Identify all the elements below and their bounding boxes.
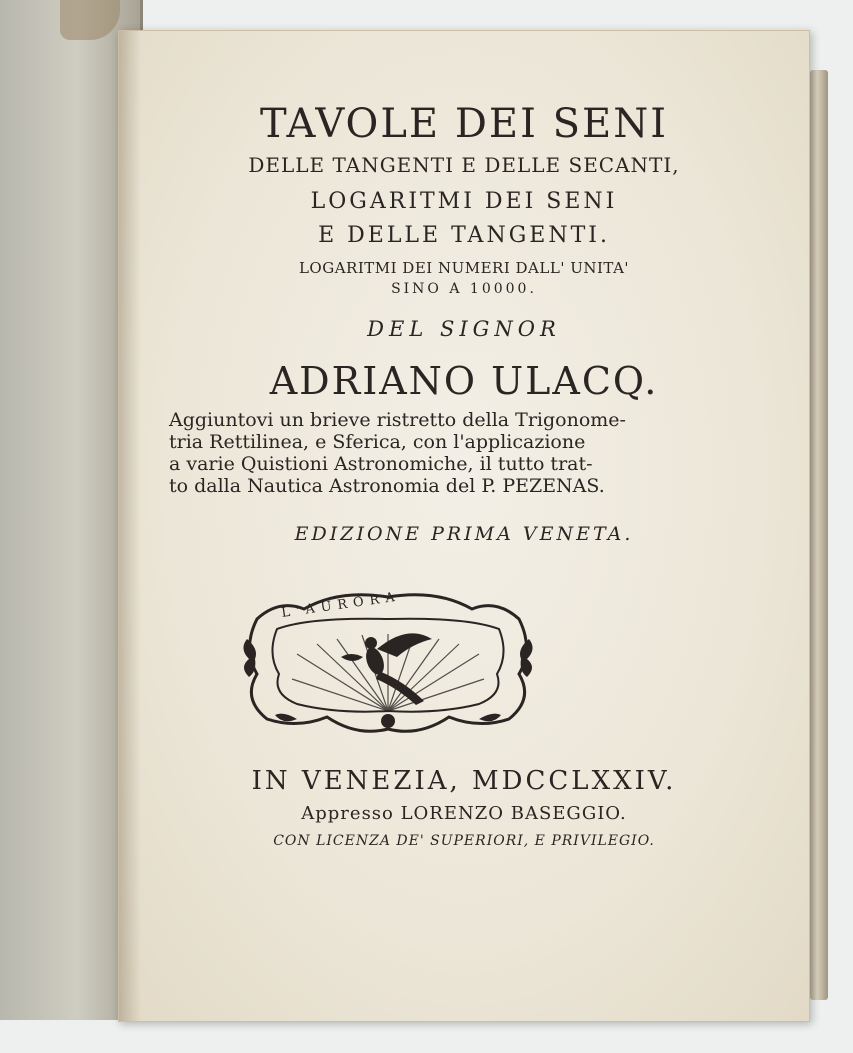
title-page [118,30,810,1022]
vignette-motto: L'AURORA [280,589,402,621]
subtitle-line-4: E DELLE TANGENTI. [318,223,610,248]
page-block-edge [810,70,828,1000]
author-prefix: DEL SIGNOR [367,317,561,341]
author-name: ADRIANO ULACQ. [269,359,659,403]
aurora-vignette-woodcut [237,579,539,739]
subtitle-line-5: LOGARITMI DEI NUMERI DALL' UNITA' [298,259,630,277]
description-paragraph [169,409,629,497]
description-line: to dalla Nautica Astronomia del P. PEZENAS. [169,475,605,497]
imprint-license: CON LICENZA DE' SUPERIORI, E PRIVILEGIO. [273,833,655,849]
description-line: Aggiuntovi un brieve ristretto della Trigonome- [169,409,626,431]
subtitle-line-6: SINO A 10000. [391,281,537,297]
description-line: tria Rettilinea, e Sferica, con l'applicazione [169,431,586,453]
imprint-printer: Appresso LORENZO BASEGGIO. [301,803,627,824]
subtitle-line-2: DELLE TANGENTI E DELLE SECANTI, [248,153,680,177]
spine-wear [60,0,120,40]
subtitle-line-3: LOGARITMI DEI SENI [310,189,618,214]
description-line: a varie Quistioni Astronomiche, il tutto trat- [169,453,593,475]
imprint-place-date: IN VENEZIA, MDCCLXXIV. [251,766,677,796]
main-title: TAVOLE DEI SENI [259,101,669,147]
edition-line: EDIZIONE PRIMA VENETA. [294,523,634,545]
